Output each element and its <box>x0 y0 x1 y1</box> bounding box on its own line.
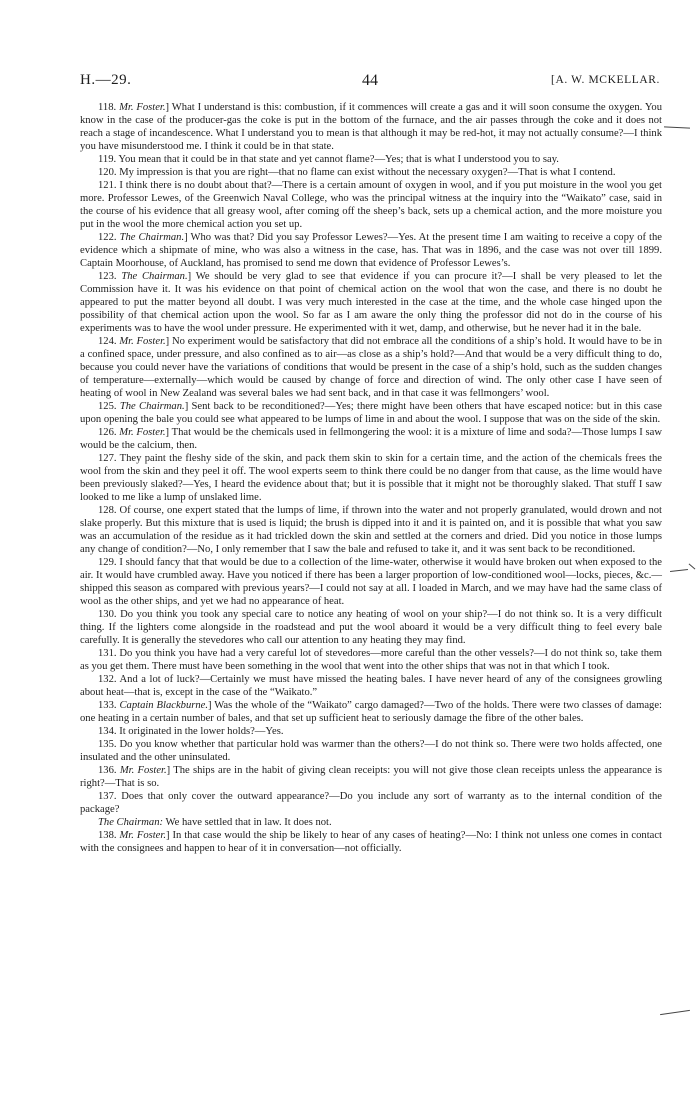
testimony-paragraph <box>80 504 662 556</box>
testimony-paragraph <box>80 400 662 426</box>
paragraph-text: We have settled that in law. It does not. <box>163 817 332 828</box>
paragraph-text: 129. I should fancy that that would be due to a collection of the lime-water, otherwise it would have broken out when exposed to the air. It would have crumbled away. Have you noticed if there has been a larger proportion of low-conditioned wool—locks, pieces, &c.—shipped this season as compared with previous years?—I could not say at all. I loaded in March, and we may have had the same class of wool as the other ships, and yet we had no appearance of heat. <box>80 557 662 607</box>
paragraph-text: ] Was the whole of the “Waikato” cargo damaged?—Two of the holds. There were two classes of damage: one heating in a certain number of bales, and that set up sufficient heat to seriously damage the fibre of the other bales. <box>80 700 662 724</box>
testimony-paragraph <box>80 816 662 829</box>
paragraph-text: ] We should be very glad to see that evidence if you can procure it?—I shall be very pleased to let the Commission have it. It was his evidence on that point of chemical action on the wool that won the case, and there is no doubt he appeared to put the matter beyond all doubt. I was very much interested in the case at the time, and the whole case hinged upon the possibility of that chemical action upon the wool. So far as I am aware the only thing the professor did not do in the course of his experiments was to have the wool under pressure. He experimented with it wet, damp, and otherwise, but he never had it in the bale. <box>80 271 662 334</box>
paragraph-text: 137. Does that only cover the outward appearance?—Do you include any sort of warranty as to the internal condition of the package? <box>80 791 662 815</box>
paragraph-text: 128. Of course, one expert stated that the lumps of lime, if thrown into the water and not properly granulated, would drown and not slake properly. But this mixture that is used is liquid; the brush is dipped into it and it is painted on, and it is possible that what you saw was an accumulation of the residue as it had trickled down the skin and settled at the corners and dried. Did you notice in those lumps any change of condition?—No, I only remember that I saw the bale and refused to take it, and it was sent back to be reconditioned. <box>80 505 662 555</box>
paragraph-text: ] No experiment would be satisfactory that did not embrace all the conditions of a ship’s hold. It would have to be in a confined space, under pressure, and also confined as to air—as close as a ship’s hold?—And that would be a very difficult thing to do, because you could never have the variations of conditions that would be present in the case of a ship’s hold, such as the sudden changes of temperature—externally—which would be caused by change of force and direction of wind. The only other case I have seen of heating of wool in New Zealand was several bales we had sent back, and in that case it was fellmongers’ wool. <box>80 336 663 399</box>
testimony-paragraph <box>80 764 662 790</box>
testimony-paragraph <box>80 270 662 335</box>
testimony-paragraph <box>80 556 662 608</box>
paragraph-text: 127. They paint the fleshy side of the skin, and pack them skin to skin for a certain time, and the action of the chemicals frees the wool from the skin and they peel it off. The wool experts seem to think there could be no danger from that cause, as the lime would have been previously slaked?—Yes, I heard the evidence about that; but it is possible that it might not be thoroughly slaked. That stuff I saw looked to me like a lump of unslaked lime. <box>80 453 662 503</box>
testimony-paragraph <box>80 738 662 764</box>
paragraph-text: ] The ships are in the habit of giving clean receipts: you will not give those clean receipts unless the appearance is right?—That is so. <box>80 765 662 789</box>
paragraph-text: 131. Do you think you have had a very careful lot of stevedores—more careful than the other vessels?—I do not think so, take them as you get them. There must have been something in the wool that went into the other ships that was not in that which I took. <box>80 648 662 672</box>
paragraph-text: 123. <box>98 271 122 282</box>
paragraph-text: 118. <box>98 102 120 113</box>
page-number: 44 <box>362 72 378 89</box>
speaker-name: Mr. Foster. <box>119 830 166 841</box>
margin-pencil-mark <box>670 569 688 572</box>
testimony-paragraph <box>80 608 662 647</box>
testimony-body <box>80 101 662 855</box>
page-header <box>80 72 660 94</box>
testimony-paragraph <box>80 452 662 504</box>
testimony-paragraph <box>80 153 662 166</box>
witness-name: [A. W. MCKELLAR. <box>551 74 660 86</box>
testimony-paragraph <box>80 790 662 816</box>
testimony-paragraph <box>80 426 662 452</box>
speaker-name: Mr. Foster. <box>119 427 166 438</box>
paragraph-text: 132. And a lot of luck?—Certainly we must have missed the heating bales. I have never heard of any of the consignees growling about heat—that is, except in the case of the “Waikato.” <box>80 674 662 698</box>
testimony-paragraph <box>80 231 662 270</box>
paragraph-text: 135. Do you know whether that particular hold was warmer than the others?—I do not think so. There were two holds affected, one insulated and the other uninsulated. <box>80 739 662 763</box>
paragraph-text: ] What I understand is this: combustion, if it commences will create a gas and it will soon consume the oxygen. You know in the case of the producer-gas the coke is put in the bottom of the furnace, and the air passes through the coke and it does not reach a stage of incandescence. What I understand you to mean is that although it may be red-hot, it may not actually consume?—I think you have misunderstood me. I think it could be in that state. <box>80 102 663 152</box>
paragraph-text: 126. <box>98 427 120 438</box>
paragraph-text: 121. I think there is no doubt about that?—There is a certain amount of oxygen in wool, and if you put moisture in the wool you get more. Professor Lewes, of the Greenwich Naval College, who was the principal witness at the inquiry into the “Waikato” case, said in the course of his evidence that all greasy wool, after coming off the sheep’s back, sets up a chemical action, and the more moisture you put in the wool the more chemical action you set up. <box>80 180 662 230</box>
testimony-paragraph <box>80 101 662 153</box>
speaker-name: The Chairman. <box>119 232 185 243</box>
speaker-name: Mr. Foster. <box>119 336 166 347</box>
paragraph-text: ] Sent back to be reconditioned?—Yes; there might have been others that have escaped notice: but in this case upon opening the bale you could see what appeared to be lumps of lime in and about the wool. I suppose that was on the side of the skin. <box>80 401 663 425</box>
margin-pencil-mark <box>664 126 690 128</box>
paragraph-text: 122. <box>98 232 120 243</box>
paragraph-text: 120. My impression is that you are right—that no flame can exist without the necessary oxygen?—That is what I contend. <box>98 167 616 178</box>
testimony-paragraph <box>80 166 662 179</box>
testimony-paragraph <box>80 179 662 231</box>
speaker-name: Captain Blackburne. <box>119 700 209 711</box>
paragraph-text: 130. Do you think you took any special care to notice any heating of wool on your ship?—I do not think so. It is a very difficult thing. If the lighters come alongside in the roadstead and put the wool aboard it would be a very difficult thing to feel every bale carefully. It is generally the stevedores who call our attention to any heating they may find. <box>80 609 662 646</box>
testimony-paragraph <box>80 673 662 699</box>
paragraph-text: 134. It originated in the lower holds?—Yes. <box>98 726 284 737</box>
paragraph-text: ] Who was that? Did you say Professor Lewes?—Yes. At the present time I am waiting to receive a copy of the evidence which a shipmate of mine, who was also a witness in the case, has. That was in 1896, and the case was not over till 1899. Captain Moorhouse, of Auckland, has promised to send me down that evidence of Professor Lewes’s. <box>80 232 662 269</box>
testimony-paragraph <box>80 335 662 400</box>
margin-pencil-mark <box>689 564 696 570</box>
margin-pencil-mark <box>660 1010 690 1015</box>
paragraph-text: 133. <box>98 700 120 711</box>
paragraph-text: 125. <box>98 401 120 412</box>
paragraph-text: ] That would be the chemicals used in fellmongering the wool: it is a mixture of lime and soda?—Those lumps I saw would be the calcium, then. <box>80 427 663 451</box>
paragraph-text: ] In that case would the ship be likely to hear of any cases of heating?—No: I think not unless one comes in contact with the consignees and happen to hear of it in conversation—not officially. <box>80 830 662 854</box>
speaker-name: The Chairman. <box>119 401 185 412</box>
testimony-paragraph <box>80 699 662 725</box>
speaker-name: The Chairman. <box>121 271 188 282</box>
speaker-name: The Chairman: <box>98 817 164 828</box>
testimony-paragraph <box>80 725 662 738</box>
speaker-name: Mr. Foster. <box>119 102 166 113</box>
paragraph-text: 136. <box>98 765 120 776</box>
paragraph-text: 119. You mean that it could be in that state and yet cannot flame?—Yes; that is what I understood you to say. <box>98 154 559 165</box>
paragraph-text: 138. <box>98 830 120 841</box>
testimony-paragraph <box>80 647 662 673</box>
testimony-paragraph <box>80 829 662 855</box>
paragraph-text: 124. <box>98 336 120 347</box>
speaker-name: Mr. Foster. <box>119 765 167 776</box>
report-reference: H.—29. <box>80 72 132 88</box>
